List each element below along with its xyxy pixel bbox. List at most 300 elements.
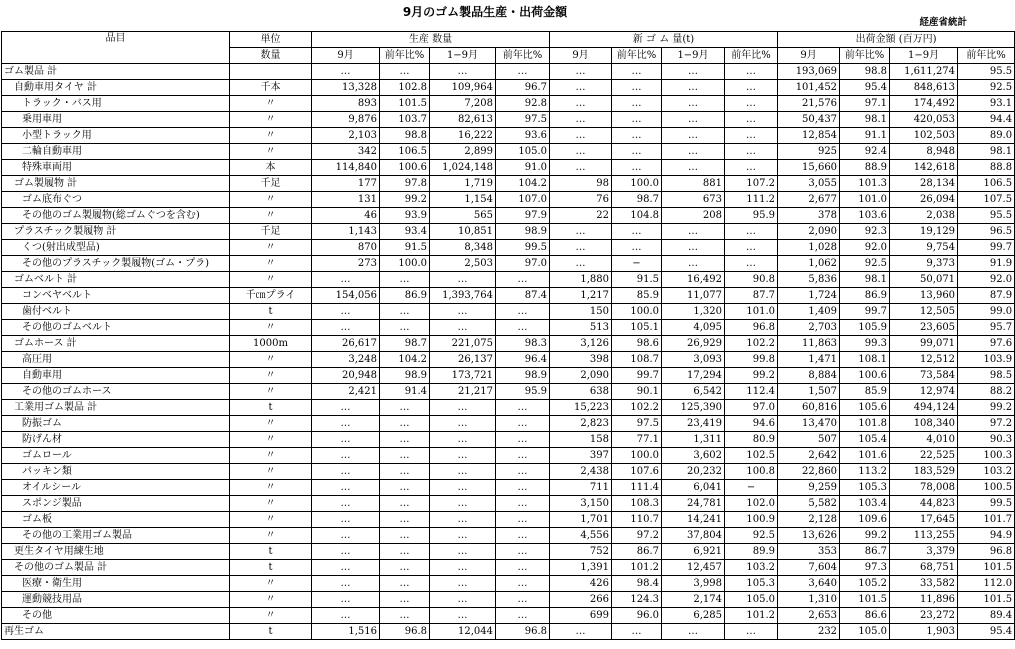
- header-unit-bottom: 数量: [230, 48, 312, 64]
- table-row: [2, 96, 1015, 112]
- row-value: 76: [550, 192, 612, 208]
- row-value: 96.8: [380, 624, 430, 640]
- row-item-name: パッキン類: [2, 464, 230, 480]
- row-value: 68,751: [890, 560, 958, 576]
- row-value: 103.4: [840, 496, 890, 512]
- row-value: 92.5: [958, 80, 1015, 96]
- row-value: 97.0: [496, 256, 550, 272]
- header-sub: 1−9月: [662, 48, 725, 64]
- row-value: 111.2: [725, 192, 778, 208]
- row-unit: 〃: [230, 256, 312, 272]
- row-item-name: ゴムホース 計: [2, 336, 230, 352]
- row-value: 98.7: [380, 336, 430, 352]
- row-value: 3,093: [662, 352, 725, 368]
- row-item-name: 特殊車両用: [2, 160, 230, 176]
- row-value: 105.0: [725, 592, 778, 608]
- row-value: …: [312, 560, 380, 576]
- row-item-name: スポンジ製品: [2, 496, 230, 512]
- row-unit: 〃: [230, 384, 312, 400]
- header-item: 品目: [2, 32, 230, 64]
- row-value: 353: [778, 544, 840, 560]
- row-value: 101.5: [958, 560, 1015, 576]
- row-value: 102.8: [380, 80, 430, 96]
- row-value: 101.0: [840, 192, 890, 208]
- row-unit: 〃: [230, 368, 312, 384]
- row-value: 100.0: [612, 304, 662, 320]
- row-value: …: [312, 448, 380, 464]
- row-item-name: その他の工業用ゴム製品: [2, 528, 230, 544]
- row-unit: 〃: [230, 192, 312, 208]
- row-value: 98.8: [380, 128, 430, 144]
- row-value: 420,053: [890, 112, 958, 128]
- row-value: 3,150: [550, 496, 612, 512]
- table-row: [2, 432, 1015, 448]
- row-value: 85.9: [612, 288, 662, 304]
- row-value: …: [612, 128, 662, 144]
- row-value: …: [496, 464, 550, 480]
- row-value: …: [430, 320, 496, 336]
- row-unit: 〃: [230, 272, 312, 288]
- row-value: 3,126: [550, 336, 612, 352]
- row-value: …: [312, 512, 380, 528]
- row-value: 8,948: [890, 144, 958, 160]
- row-value: 82,613: [430, 112, 496, 128]
- row-value: 99.0: [958, 304, 1015, 320]
- row-value: 26,617: [312, 336, 380, 352]
- row-value: 98.8: [840, 64, 890, 80]
- table-row: [2, 176, 1015, 192]
- row-value: …: [612, 144, 662, 160]
- row-value: …: [550, 256, 612, 272]
- row-value: 105.9: [840, 320, 890, 336]
- row-unit: 〃: [230, 144, 312, 160]
- row-value: …: [662, 144, 725, 160]
- row-value: …: [662, 240, 725, 256]
- row-value: …: [662, 624, 725, 640]
- row-unit: 〃: [230, 480, 312, 496]
- row-value: 100.3: [958, 448, 1015, 464]
- table-row: [2, 320, 1015, 336]
- row-value: 98.6: [612, 336, 662, 352]
- row-value: 111.4: [612, 480, 662, 496]
- row-value: …: [496, 272, 550, 288]
- table-row: [2, 416, 1015, 432]
- row-value: 101,452: [778, 80, 840, 96]
- row-value: 23,419: [662, 416, 725, 432]
- table-row: [2, 576, 1015, 592]
- row-value: 6,285: [662, 608, 725, 624]
- table-row: [2, 496, 1015, 512]
- header-sub: 前年比%: [380, 48, 430, 64]
- row-value: 98.1: [840, 272, 890, 288]
- row-value: …: [430, 496, 496, 512]
- row-value: …: [430, 528, 496, 544]
- row-value: 2,703: [778, 320, 840, 336]
- row-value: …: [496, 432, 550, 448]
- header-sub: 前年比%: [496, 48, 550, 64]
- row-value: 97.2: [612, 528, 662, 544]
- row-value: …: [662, 256, 725, 272]
- row-value: 3,379: [890, 544, 958, 560]
- row-value: 565: [430, 208, 496, 224]
- row-value: 80.9: [725, 432, 778, 448]
- row-value: 638: [550, 384, 612, 400]
- row-value: …: [312, 416, 380, 432]
- row-value: …: [380, 480, 430, 496]
- row-value: 100.6: [380, 160, 430, 176]
- row-item-name: 歯付ベルト: [2, 304, 230, 320]
- row-value: 95.7: [958, 320, 1015, 336]
- row-value: 1,724: [778, 288, 840, 304]
- header-sub: 1−9月: [430, 48, 496, 64]
- row-value: 98.3: [496, 336, 550, 352]
- row-value: …: [550, 112, 612, 128]
- source-label: 経産省統計: [919, 17, 967, 28]
- row-value: 1,310: [778, 592, 840, 608]
- row-value: 95.9: [496, 384, 550, 400]
- row-value: …: [550, 624, 612, 640]
- table-row: [2, 608, 1015, 624]
- row-value: 1,516: [312, 624, 380, 640]
- row-value: 2,899: [430, 144, 496, 160]
- row-value: …: [725, 64, 778, 80]
- row-value: 1,028: [778, 240, 840, 256]
- row-value: 37,804: [662, 528, 725, 544]
- row-value: 89.9: [725, 544, 778, 560]
- table-row: [2, 352, 1015, 368]
- table-row: [2, 80, 1015, 96]
- table-row: [2, 624, 1015, 640]
- row-value: 95.5: [958, 64, 1015, 80]
- header-row-1: [2, 32, 1015, 48]
- row-value: 397: [550, 448, 612, 464]
- row-value: 398: [550, 352, 612, 368]
- row-item-name: 高圧用: [2, 352, 230, 368]
- row-value: 3,640: [778, 576, 840, 592]
- row-value: 273: [312, 256, 380, 272]
- row-value: …: [430, 64, 496, 80]
- row-value: 1,903: [890, 624, 958, 640]
- row-value: 131: [312, 192, 380, 208]
- row-value: 99.2: [840, 528, 890, 544]
- header-sub: 9月: [312, 48, 380, 64]
- row-value: 98.9: [380, 368, 430, 384]
- row-value: …: [725, 144, 778, 160]
- row-value: …: [380, 496, 430, 512]
- row-value: 2,503: [430, 256, 496, 272]
- row-value: 2,174: [662, 592, 725, 608]
- row-value: 12,044: [430, 624, 496, 640]
- row-value: …: [496, 592, 550, 608]
- row-item-name: ゴム板: [2, 512, 230, 528]
- row-value: 173,721: [430, 368, 496, 384]
- row-value: 100.0: [612, 448, 662, 464]
- row-value: …: [380, 64, 430, 80]
- row-value: 98.1: [840, 112, 890, 128]
- row-value: 105.0: [496, 144, 550, 160]
- row-value: 101.3: [840, 176, 890, 192]
- row-value: 100.5: [958, 480, 1015, 496]
- row-value: …: [662, 96, 725, 112]
- row-value: …: [430, 448, 496, 464]
- row-unit: [230, 64, 312, 80]
- table-row: [2, 400, 1015, 416]
- row-value: 5,582: [778, 496, 840, 512]
- row-value: 3,998: [662, 576, 725, 592]
- table-row: [2, 336, 1015, 352]
- row-value: 94.6: [725, 416, 778, 432]
- table-row: [2, 128, 1015, 144]
- row-value: 2,090: [550, 368, 612, 384]
- row-value: 13,470: [778, 416, 840, 432]
- row-value: 94.9: [958, 528, 1015, 544]
- row-value: 7,604: [778, 560, 840, 576]
- row-value: …: [612, 64, 662, 80]
- row-value: …: [550, 64, 612, 80]
- row-value: 22,860: [778, 464, 840, 480]
- row-value: 108.3: [612, 496, 662, 512]
- row-value: 96.5: [958, 224, 1015, 240]
- row-item-name: 工業用ゴム製品 計: [2, 400, 230, 416]
- table-row: [2, 384, 1015, 400]
- header-production: 生産 数量: [312, 32, 550, 48]
- row-value: 90.1: [612, 384, 662, 400]
- row-value: 106.5: [958, 176, 1015, 192]
- table-row: [2, 480, 1015, 496]
- row-value: 86.9: [840, 288, 890, 304]
- row-unit: 〃: [230, 208, 312, 224]
- row-value: 183,529: [890, 464, 958, 480]
- row-value: …: [380, 320, 430, 336]
- row-value: 23,605: [890, 320, 958, 336]
- table-row: [2, 224, 1015, 240]
- header-unit-top: 単位: [230, 32, 312, 48]
- row-value: 99.5: [958, 496, 1015, 512]
- row-unit: 〃: [230, 576, 312, 592]
- row-value: 87.7: [725, 288, 778, 304]
- row-value: …: [312, 320, 380, 336]
- row-unit: 〃: [230, 592, 312, 608]
- row-unit: 本: [230, 160, 312, 176]
- row-value: 99.2: [380, 192, 430, 208]
- row-value: 92.0: [840, 240, 890, 256]
- row-value: 97.6: [958, 336, 1015, 352]
- row-value: 90.3: [958, 432, 1015, 448]
- table-row: [2, 208, 1015, 224]
- row-value: 101.2: [725, 608, 778, 624]
- row-value: …: [380, 432, 430, 448]
- row-value: 73,584: [890, 368, 958, 384]
- row-value: 103.9: [958, 352, 1015, 368]
- row-value: …: [380, 400, 430, 416]
- row-value: …: [430, 304, 496, 320]
- row-value: 2,038: [890, 208, 958, 224]
- row-value: 21,576: [778, 96, 840, 112]
- row-value: …: [380, 304, 430, 320]
- row-value: 1,719: [430, 176, 496, 192]
- row-value: −: [612, 256, 662, 272]
- table-row: [2, 544, 1015, 560]
- row-value: 96.4: [496, 352, 550, 368]
- row-value: …: [380, 592, 430, 608]
- row-value: …: [725, 256, 778, 272]
- row-value: …: [496, 304, 550, 320]
- row-unit: 千足: [230, 176, 312, 192]
- row-value: 101.8: [840, 416, 890, 432]
- row-value: …: [312, 608, 380, 624]
- row-value: 98.9: [496, 224, 550, 240]
- row-value: 96.8: [725, 320, 778, 336]
- row-item-name: その他のプラスチック製履物(ゴム・プラ): [2, 256, 230, 272]
- row-value: …: [662, 224, 725, 240]
- header-sub: 9月: [778, 48, 840, 64]
- row-value: 92.3: [840, 224, 890, 240]
- row-value: 91.5: [380, 240, 430, 256]
- row-value: 507: [778, 432, 840, 448]
- row-value: 33,582: [890, 576, 958, 592]
- row-value: 174,492: [890, 96, 958, 112]
- row-value: …: [612, 624, 662, 640]
- row-unit: 千㎝プライ: [230, 288, 312, 304]
- row-value: 102.2: [725, 336, 778, 352]
- row-value: 24,781: [662, 496, 725, 512]
- row-value: 86.7: [612, 544, 662, 560]
- row-unit: 〃: [230, 432, 312, 448]
- row-value: 2,128: [778, 512, 840, 528]
- row-value: 2,823: [550, 416, 612, 432]
- row-value: …: [550, 144, 612, 160]
- row-value: …: [496, 400, 550, 416]
- row-value: 92.5: [725, 528, 778, 544]
- row-value: 8,348: [430, 240, 496, 256]
- row-value: …: [612, 112, 662, 128]
- header-sub: 前年比%: [958, 48, 1015, 64]
- row-value: …: [430, 464, 496, 480]
- row-value: …: [380, 448, 430, 464]
- row-value: 46: [312, 208, 380, 224]
- table-row: [2, 592, 1015, 608]
- row-item-name: その他のゴムベルト: [2, 320, 230, 336]
- row-value: …: [312, 528, 380, 544]
- row-value: 101.0: [725, 304, 778, 320]
- row-value: …: [430, 416, 496, 432]
- row-item-name: 医療・衛生用: [2, 576, 230, 592]
- row-value: …: [430, 400, 496, 416]
- row-value: 109,964: [430, 80, 496, 96]
- row-value: …: [312, 480, 380, 496]
- row-value: …: [430, 592, 496, 608]
- row-item-name: その他のゴムホース: [2, 384, 230, 400]
- row-value: …: [430, 560, 496, 576]
- table-row: [2, 64, 1015, 80]
- row-value: …: [725, 112, 778, 128]
- row-value: 1,311: [662, 432, 725, 448]
- row-value: …: [496, 448, 550, 464]
- table-row: [2, 528, 1015, 544]
- row-value: 12,854: [778, 128, 840, 144]
- row-unit: 〃: [230, 416, 312, 432]
- row-value: 98.9: [496, 368, 550, 384]
- row-value: 110.7: [612, 512, 662, 528]
- row-value: 20,948: [312, 368, 380, 384]
- row-value: 91.1: [840, 128, 890, 144]
- row-value: …: [662, 112, 725, 128]
- row-value: 2,642: [778, 448, 840, 464]
- row-value: 97.2: [958, 416, 1015, 432]
- row-value: 124.3: [612, 592, 662, 608]
- row-value: 3,055: [778, 176, 840, 192]
- row-value: …: [550, 240, 612, 256]
- row-value: …: [496, 544, 550, 560]
- row-value: 208: [662, 208, 725, 224]
- row-value: 342: [312, 144, 380, 160]
- row-value: 105.6: [840, 400, 890, 416]
- row-value: 15,223: [550, 400, 612, 416]
- row-value: 893: [312, 96, 380, 112]
- row-value: 105.0: [840, 624, 890, 640]
- row-value: …: [312, 400, 380, 416]
- row-value: 95.9: [725, 208, 778, 224]
- row-unit: 〃: [230, 528, 312, 544]
- row-value: 98: [550, 176, 612, 192]
- row-item-name: プラスチック製履物 計: [2, 224, 230, 240]
- row-value: 513: [550, 320, 612, 336]
- row-value: …: [725, 624, 778, 640]
- row-value: …: [662, 160, 725, 176]
- row-value: 96.7: [496, 80, 550, 96]
- row-value: 2,677: [778, 192, 840, 208]
- table-row: [2, 368, 1015, 384]
- header-sub: 前年比%: [725, 48, 778, 64]
- row-item-name: 自動車用: [2, 368, 230, 384]
- row-value: …: [550, 128, 612, 144]
- row-value: …: [612, 80, 662, 96]
- row-value: 1,320: [662, 304, 725, 320]
- row-value: 177: [312, 176, 380, 192]
- row-value: 104.8: [612, 208, 662, 224]
- row-value: 113.2: [840, 464, 890, 480]
- row-value: 99.7: [612, 368, 662, 384]
- row-value: …: [380, 544, 430, 560]
- row-value: 12,505: [890, 304, 958, 320]
- row-value: 1,701: [550, 512, 612, 528]
- row-unit: 〃: [230, 112, 312, 128]
- row-value: 107.6: [612, 464, 662, 480]
- row-value: 104.2: [380, 352, 430, 368]
- row-value: 92.4: [840, 144, 890, 160]
- row-value: 1,024,148: [430, 160, 496, 176]
- row-item-name: 再生ゴム: [2, 624, 230, 640]
- row-value: 2,438: [550, 464, 612, 480]
- row-unit: 千本: [230, 80, 312, 96]
- row-value: 101.2: [612, 560, 662, 576]
- row-value: …: [380, 512, 430, 528]
- row-value: 85.9: [840, 384, 890, 400]
- row-unit: 〃: [230, 608, 312, 624]
- row-value: 26,929: [662, 336, 725, 352]
- row-value: …: [312, 64, 380, 80]
- row-value: 22: [550, 208, 612, 224]
- row-value: 112.0: [958, 576, 1015, 592]
- row-item-name: 小型トラック用: [2, 128, 230, 144]
- row-value: 98.1: [958, 144, 1015, 160]
- row-value: …: [662, 64, 725, 80]
- row-value: 97.1: [840, 96, 890, 112]
- row-value: 699: [550, 608, 612, 624]
- row-value: …: [612, 240, 662, 256]
- row-value: 100.8: [725, 464, 778, 480]
- row-value: 6,921: [662, 544, 725, 560]
